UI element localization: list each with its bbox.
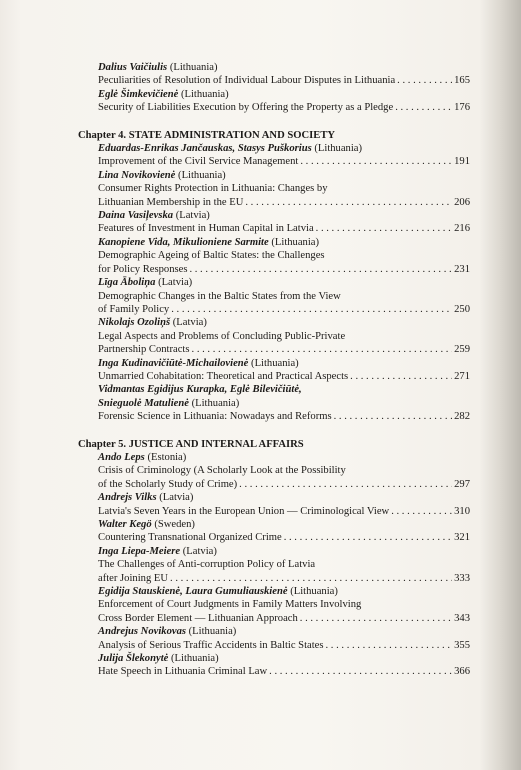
entry-authors: Daina Vasiļevska (Latvia): [98, 210, 210, 222]
entry-authors: Eduardas-Enrikas Jančauskas, Stasys Puškorius (Lithuania): [98, 143, 363, 155]
entry-page-number: 250: [454, 303, 470, 315]
entry-title-line: Countering Transnational Organized Crime . . . 321: [98, 531, 470, 544]
toc-entry: [78, 652, 470, 679]
entry-page-number: 271: [454, 370, 470, 382]
toc-entry: [78, 383, 470, 423]
entry-authors: Andrejus Novikovas (Lithuania): [98, 626, 237, 638]
table-of-contents: [78, 61, 470, 679]
entry-title-line: Lithuanian Membership in the EU . . . 206: [98, 196, 470, 209]
entry-title-line: after Joining EU . . . 333: [98, 572, 470, 585]
entry-title-line: Improvement of the Civil Service Management . . . 191: [98, 155, 470, 168]
entry-authors: Andrejs Vilks (Latvia): [98, 492, 194, 504]
entry-title-line: Demographic Ageing of Baltic States: the Challenges: [98, 250, 325, 262]
entry-title-line: Features of Investment in Human Capital in Latvia . . . 216: [98, 222, 470, 235]
entry-title-line: Crisis of Criminology (A Scholarly Look at the Possibility: [98, 465, 346, 477]
toc-entry: [78, 357, 470, 384]
entry-page-number: 297: [454, 478, 470, 490]
entry-country: (Lithuania): [180, 88, 229, 100]
entry-country: (Lithuania): [169, 62, 218, 73]
toc-entry: [78, 545, 470, 585]
entry-title-line: Unmarried Cohabitation: Theoretical and Practical Aspects . . . 271: [98, 370, 470, 383]
entry-title-line: Legal Aspects and Problems of Concluding Public-Private: [98, 330, 346, 342]
entry-title-line: Forensic Science in Lithuania: Nowadays and Reforms . . . 282: [98, 410, 470, 423]
toc-entry: [78, 316, 470, 356]
toc-entry: [78, 209, 470, 236]
entry-title-line: Analysis of Serious Traffic Accidents in Baltic States . . . 355: [98, 639, 470, 652]
entry-title-line: Consumer Rights Protection in Lithuania: Changes by: [98, 183, 328, 195]
entry-title-line: Security of Liabilities Execution by Offering the Property as a Pledge . . . 176: [98, 101, 470, 114]
entry-authors: Egidija Stauskienė, Laura Gumuliauskienė (Lithuania): [98, 586, 338, 598]
entry-authors: Inga Kudinavičiūtė-Michailovienė (Lithuania): [98, 357, 299, 369]
entry-page-number: 282: [454, 411, 470, 423]
chapter-heading: Chapter 5. JUSTICE AND INTERNAL AFFAIRS: [78, 438, 304, 450]
entry-title-line: Partnership Contracts . . . 259: [98, 343, 470, 356]
entry-authors: Snieguolė Matulienė (Lithuania): [98, 397, 240, 409]
toc-entry: [78, 236, 470, 276]
entry-page-number: 310: [454, 505, 470, 517]
entry-title-line: of Family Policy . . . 250: [98, 303, 470, 316]
entry-authors: Kanopiene Vida, Mikulioniene Sarmite (Lithuania): [98, 236, 320, 248]
entry-title-line: Latvia's Seven Years in the European Union — Criminological View . . . 310: [98, 505, 470, 518]
toc-entry: [78, 585, 470, 625]
entry-authors: Julija Šlekonytė (Lithuania): [98, 653, 219, 665]
entry-authors: Eglė Šimkevičienė (Lithuania): [98, 88, 229, 100]
entry-authors: Līga Āboliņa (Latvia): [98, 277, 193, 289]
toc-entry: [78, 169, 470, 209]
toc-entry: [78, 491, 470, 518]
entry-title-line: The Challenges of Anti-corruption Policy of Latvia: [98, 559, 316, 571]
toc-entry: [78, 518, 470, 545]
entry-page-number: 165: [454, 75, 470, 87]
entry-title-line: Peculiarities of Resolution of Individual Labour Disputes in Lithuania . . . 165: [98, 74, 470, 87]
toc-entry: [78, 61, 470, 88]
entry-page-number: 216: [454, 223, 470, 235]
entry-authors: Lina Novikovienė (Lithuania): [98, 169, 226, 181]
entry-authors: Ando Leps (Estonia): [98, 451, 187, 463]
entry-authors: Nikolajs Ozoliņš (Latvia): [98, 317, 207, 329]
entry-page-number: 333: [454, 572, 470, 584]
entry-page-number: 366: [454, 666, 470, 678]
entry-authors: Vidmantas Egidijus Kurapka, Eglė Bilevičiūtė,: [98, 384, 302, 396]
chapter-heading: Chapter 4. STATE ADMINISTRATION AND SOCIETY: [78, 129, 336, 141]
entry-page-number: 206: [454, 196, 470, 208]
entry-authors: Dalius Vaičiulis (Lithuania): [98, 62, 218, 73]
entry-title-line: Hate Speech in Lithuania Criminal Law . . . 366: [98, 665, 470, 678]
entry-title-line: Enforcement of Court Judgments in Family Matters Involving: [98, 599, 362, 611]
entry-page-number: 191: [454, 156, 470, 168]
entry-page-number: 355: [454, 639, 470, 651]
toc-entry: [78, 276, 470, 316]
entry-page-number: 321: [454, 532, 470, 544]
leader-dots: [397, 74, 452, 87]
entry-page-number: 176: [454, 102, 470, 114]
entry-authors: Walter Kegö (Sweden): [98, 519, 195, 530]
toc-entry: [78, 451, 470, 491]
toc-entry: [78, 142, 470, 169]
entry-page-number: 343: [454, 612, 470, 624]
entry-authors: Inga Liepa-Meiere (Latvia): [98, 545, 217, 557]
entry-page-number: 259: [454, 344, 470, 356]
entry-title-line: Demographic Changes in the Baltic States from the View: [98, 290, 341, 302]
entry-page-number: 231: [454, 263, 470, 275]
toc-entry: [78, 625, 470, 652]
entry-title-line: for Policy Responses . . . 231: [98, 263, 470, 276]
toc-entry: [78, 88, 470, 115]
entry-title-line: of the Scholarly Study of Crime) . . . 297: [98, 478, 470, 491]
leader-dots: [395, 101, 452, 114]
entry-title-line: Cross Border Element — Lithuanian Approach . . . 343: [98, 612, 470, 625]
